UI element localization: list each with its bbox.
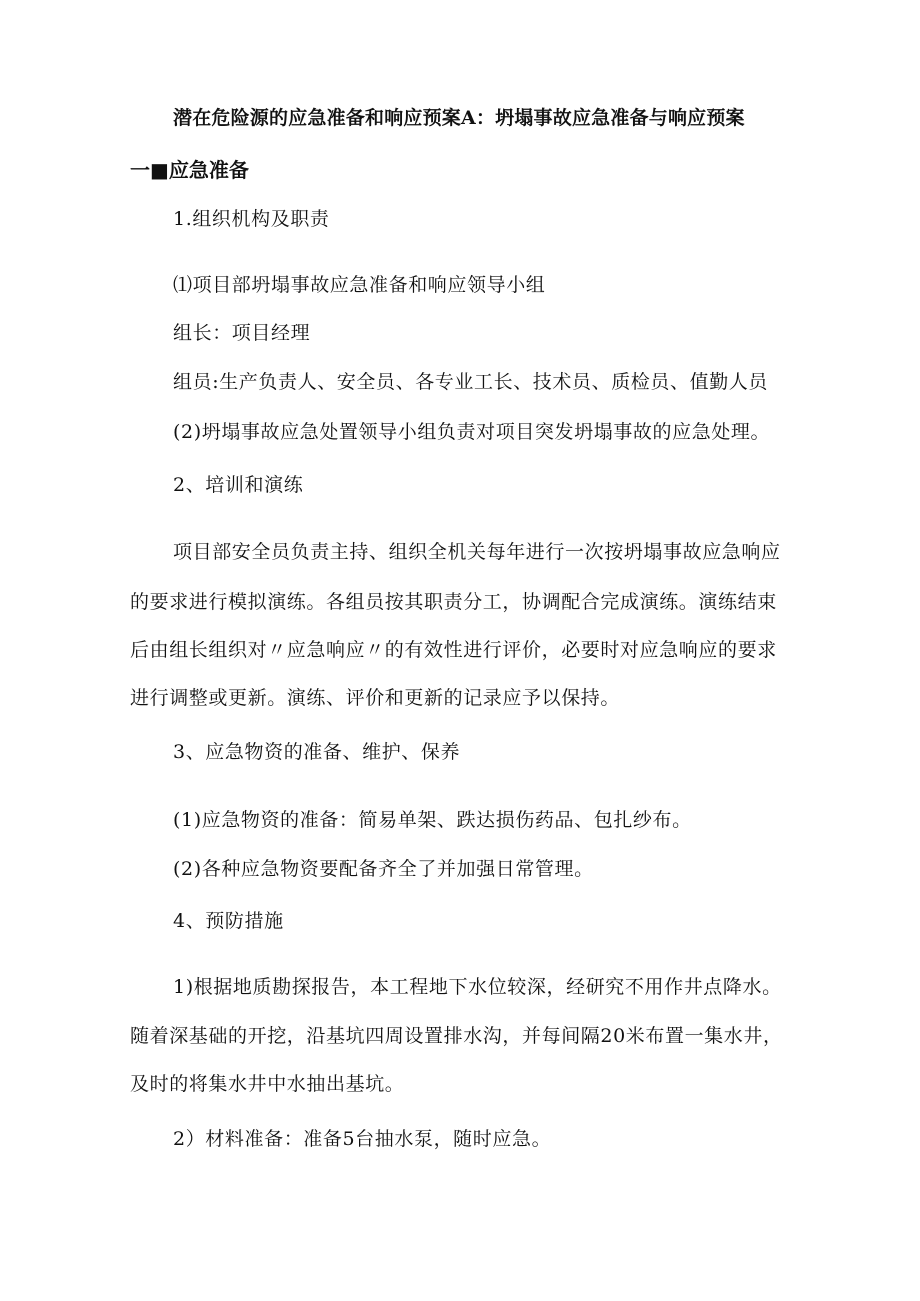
paragraph-line: (2)各种应急物资要配备齐全了并加强日常管理。 [173,858,594,880]
paragraph-line: 1)根据地质勘探报告，本工程地下水位较深，经研究不用作井点降水。 [173,976,782,998]
document-title: 潜在危险源的应急准备和响应预案A：坍塌事故应急准备与响应预案 [173,107,745,129]
subheading-organization: 1.组织机构及职责 [173,208,330,230]
paragraph-line: 组长：项目经理 [173,322,311,344]
paragraph-line: 后由组长组织对〃应急响应〃的有效性进行评价，必要时对应急响应的要求 [130,639,777,661]
paragraph-line: 的要求进行模拟演练。各组员按其职责分工，协调配合完成演练。演练结束 [130,591,777,613]
paragraph-line: 项目部安全员负责主持、组织全机关每年进行一次按坍塌事故应急响应 [173,541,781,563]
paragraph-line: (2)坍塌事故应急处置领导小组负责对项目突发坍塌事故的应急处理。 [173,421,771,443]
section-heading: 一■应急准备 [130,158,249,182]
subheading-materials: 3、应急物资的准备、维护、保养 [173,741,461,763]
subheading-training: 2、培训和演练 [173,474,304,496]
paragraph-line: 组员:生产负责人、安全员、各专业工长、技术员、质检员、值勤人员 [173,371,769,393]
subheading-prevention: 4、预防措施 [173,910,284,932]
paragraph-line: 2）材料准备：准备5台抽水泵，随时应急。 [173,1128,552,1150]
paragraph-line: 随着深基础的开挖，沿基坑四周设置排水沟，并每间隔20米布置一集水井， [130,1025,783,1047]
paragraph-line: 及时的将集水井中水抽出基坑。 [130,1073,405,1095]
paragraph-line: ⑴项目部坍塌事故应急准备和响应领导小组 [173,274,546,296]
paragraph-line: 进行调整或更新。演练、评价和更新的记录应予以保持。 [130,687,621,709]
paragraph-line: (1)应急物资的准备：简易单架、跌达损伤药品、包扎纱布。 [173,809,692,831]
